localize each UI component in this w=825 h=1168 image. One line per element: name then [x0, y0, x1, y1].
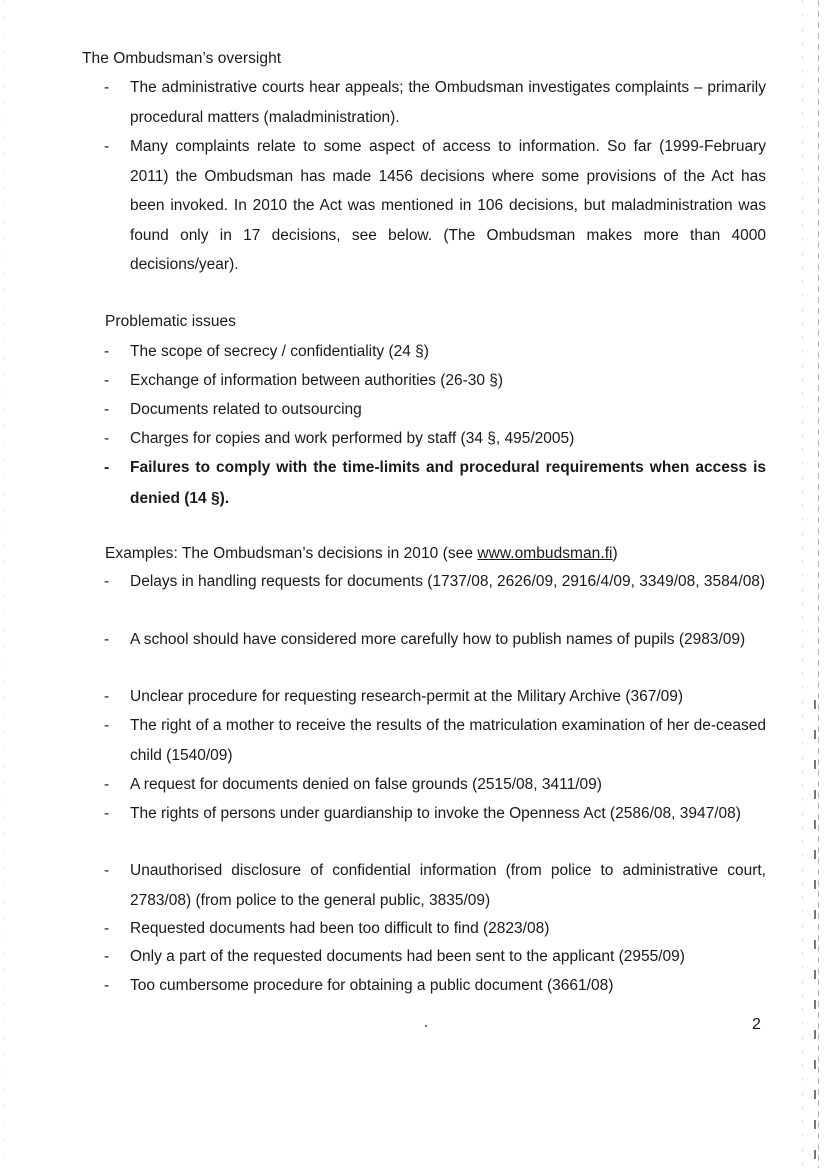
- list-item: [104, 424, 766, 454]
- list-item-text: A request for documents denied on false grounds (2515/08, 3411/09): [130, 776, 602, 793]
- list-item: [104, 971, 766, 1001]
- list-item-text: A school should have considered more carefully how to publish names of pupils (2983/09): [130, 631, 746, 648]
- bullet-dash: -: [104, 776, 110, 793]
- list-item-text: Unclear procedure for requesting research-permit at the Military Archive (367/09): [130, 688, 684, 705]
- list-item: [104, 625, 766, 655]
- list-item-text: Delays in handling requests for documents (1737/08, 2626/09, 2916/4/09, 3349/08, 3584/08): [130, 573, 766, 590]
- list-item: [104, 711, 766, 770]
- list-item: [104, 942, 766, 972]
- list-item: [104, 914, 766, 944]
- bullet-dash: -: [104, 977, 110, 994]
- list-item: [104, 132, 766, 280]
- bullet-dash: -: [104, 459, 110, 476]
- oversight-heading: The Ombudsman’s oversight: [82, 50, 282, 67]
- list-item-text: Exchange of information between authorities (26-30 §): [130, 372, 504, 389]
- bullet-dash: -: [104, 920, 110, 937]
- bullet-dash: -: [104, 805, 110, 822]
- bullet-dash: -: [104, 430, 110, 447]
- examples-heading-prefix: Examples: The Ombudsman’s decisions in 2010 (see: [105, 545, 478, 562]
- list-item: [104, 799, 766, 829]
- bullet-dash: -: [104, 862, 110, 879]
- bullet-dash: -: [104, 79, 110, 96]
- bullet-dash: -: [104, 372, 110, 389]
- list-item: [104, 73, 766, 132]
- page-number: 2: [752, 1016, 761, 1033]
- scan-edge-artifact: [814, 700, 816, 1168]
- list-item-text: Unauthorised disclosure of confidential information (from police to administrative court, 2783/08) (from police to the general public, 3835/09): [130, 862, 766, 909]
- bullet-dash: -: [104, 401, 110, 418]
- list-item: [104, 567, 766, 597]
- list-item-text: The right of a mother to receive the results of the matriculation examination of her de-ceased child (1540/09): [130, 717, 766, 764]
- list-item-text: Failures to comply with the time-limits and procedural requirements when access is denied (14 §).: [130, 459, 766, 507]
- list-item-text: The rights of persons under guardianship to invoke the Openness Act (2586/08, 3947/08): [130, 805, 741, 822]
- examples-heading: [105, 545, 618, 563]
- list-item: [104, 452, 766, 514]
- list-item-text: Too cumbersome procedure for obtaining a public document (3661/08): [130, 977, 614, 994]
- list-item: [104, 682, 766, 712]
- scan-speck: [425, 1025, 427, 1027]
- scan-edge-artifact: [4, 0, 5, 1168]
- bullet-dash: -: [104, 138, 110, 155]
- list-item-text: Charges for copies and work performed by staff (34 §, 495/2005): [130, 430, 575, 447]
- bullet-dash: -: [104, 631, 110, 648]
- bullet-dash: -: [104, 948, 110, 965]
- scan-edge-artifact: [818, 0, 819, 1168]
- bullet-dash: -: [104, 573, 110, 590]
- list-item: [104, 337, 766, 367]
- list-item: [104, 856, 766, 915]
- bullet-dash: -: [104, 688, 110, 705]
- bullet-dash: -: [104, 343, 110, 360]
- bullet-dash: -: [104, 717, 110, 734]
- examples-heading-suffix: ): [612, 545, 618, 562]
- problematic-heading: Problematic issues: [105, 313, 236, 330]
- scan-edge-artifact: [802, 0, 803, 1168]
- list-item-text: The administrative courts hear appeals; the Ombudsman investigates complaints – primarily procedural matters (maladministration).: [130, 79, 766, 126]
- list-item-text: Requested documents had been too difficult to find (2823/08): [130, 920, 550, 937]
- ombudsman-link[interactable]: www.ombudsman.fi: [477, 545, 613, 562]
- list-item-text: The scope of secrecy / confidentiality (24 §): [130, 343, 429, 360]
- list-item-text: Only a part of the requested documents had been sent to the applicant (2955/09): [130, 948, 685, 965]
- list-item-text: Documents related to outsourcing: [130, 401, 362, 418]
- list-item: [104, 770, 766, 800]
- list-item-text: Many complaints relate to some aspect of access to information. So far (1999-February 2011) the Ombudsman has made 1456 decisions where some provisions of the Act has been invoked. In 2010 the Act was mentioned in 106 decisions, but maladministration was found only in 17 decisions, see below. (The Ombudsman makes more than 4000 decisions/year).: [130, 138, 766, 273]
- list-item: [104, 366, 766, 396]
- list-item: [104, 395, 766, 425]
